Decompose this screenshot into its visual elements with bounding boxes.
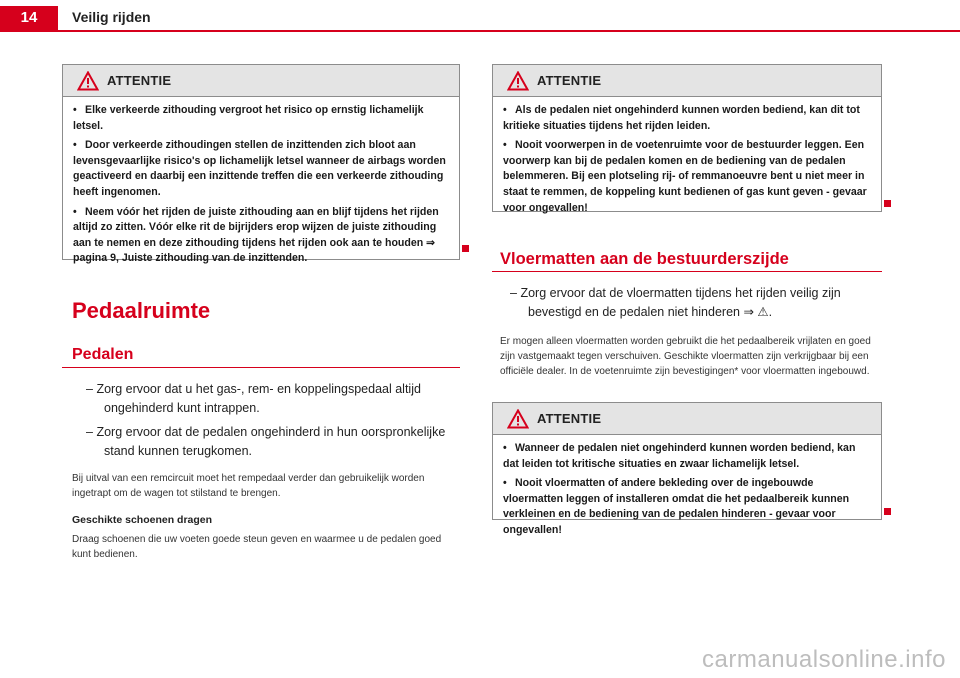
warning-triangle-icon — [507, 71, 529, 91]
page-number: 14 — [0, 6, 58, 30]
warning-item: • Als de pedalen niet ongehinderd kunnen worden bediend, kan dit tot kritieke situaties tijdens het rijden leiden. — [503, 104, 860, 132]
header-rule — [0, 30, 960, 32]
warning-body — [493, 435, 881, 549]
subsection-rule — [62, 367, 460, 368]
warning-label: ATTENTIE — [537, 73, 602, 88]
warning-triangle-icon — [77, 71, 99, 91]
warning-label: ATTENTIE — [107, 73, 172, 88]
warning-item: • Nooit voorwerpen in de voetenruimte voor de bestuurder leggen. Een voorwerp kan bij de pedalen komen en de bediening van de pedalen belemmeren. Bij een plotseling rij- of remmanoeuvre bent u niet meer in staat te remmen, de koppeling kunt bedienen of gas kunt geven - gevaar voor ongevallen! — [503, 139, 867, 214]
warning-header — [63, 65, 459, 97]
warning-item: • Nooit vloermatten of andere bekleding over de ingebouwde vloermatten leggen of installeren omdat die het pedaalbereik kunnen verkleinen en de bediening van de pedalen hinderen - gevaar voor ongevallen! — [503, 477, 850, 536]
warning-item: • Door verkeerde zithoudingen stellen de inzittenden zich bloot aan levensgevaarlijke risico's op lichamelijk letsel wanneer de airbags worden geactiveerd en daarbij een inzittende treffen die een verkeerde zithouding heeft ingenomen. — [73, 139, 446, 198]
left-warning-box — [62, 64, 460, 265]
section-rule — [492, 271, 882, 272]
right-warning-box-1 — [492, 64, 882, 212]
floormat-text: Er mogen alleen vloermatten worden gebruikt die het pedaalbereik vrijlaten en goed zijn vastgemaakt tegen verschuiven. Geschikte vloermatten zijn verkrijgbaar bij een officiële dealer. In de voetenruimte zijn bevestigingen* voor vloermatten ingebouwd. — [500, 336, 871, 377]
warning-header — [493, 403, 881, 435]
warning-body — [63, 97, 459, 277]
warning-item: • Wanneer de pedalen niet ongehinderd kunnen worden bediend, kan dat leiden tot kritische situaties en zwaar lichamelijk letsel. — [503, 442, 856, 470]
running-title: Veilig rijden — [72, 9, 151, 25]
warning-triangle-icon — [507, 409, 529, 429]
end-marker — [884, 200, 891, 207]
warning-header — [493, 65, 881, 97]
subsection-title-pedalen: Pedalen — [72, 346, 134, 363]
pedal-bullet: – Zorg ervoor dat u het gas-, rem- en koppelingspedaal altijd ongehinderd kunt intrappen. — [86, 382, 421, 415]
section-title-vloermatten: Vloermatten aan de bestuurderszijde — [500, 250, 789, 268]
watermark: carmanualsonline.info — [702, 646, 946, 673]
end-marker — [884, 508, 891, 515]
shoes-heading: Geschikte schoenen dragen — [72, 514, 213, 526]
section-title-pedaalruimte: Pedaalruimte — [72, 298, 211, 323]
warning-label: ATTENTIE — [537, 411, 602, 426]
warning-item: • Elke verkeerde zithouding vergroot het risico op ernstig lichamelijk letsel. — [73, 104, 424, 132]
floormat-bullet: – Zorg ervoor dat de vloermatten tijdens het rijden veilig zijn bevestigd en de pedalen niet hinderen ⇒ ⚠. — [510, 286, 841, 319]
pedal-bullet: – Zorg ervoor dat de pedalen ongehinderd in hun oorspronkelijke stand kunnen terugkomen. — [86, 425, 446, 458]
right-warning-box-2 — [492, 402, 882, 536]
warning-item: • Neem vóór het rijden de juiste zithouding aan en blijf tijdens het rijden altijd zo zitten. Vóór elke rit de bijrijders erop wijzen de juiste zithouding aan te nemen en deze zithouding tijdens het rijden ook aan te houden ⇒ pagina 9, Juiste zithouding van de inzittenden. — [73, 205, 439, 265]
warning-body — [493, 97, 881, 226]
brake-note: Bij uitval van een remcircuit moet het rempedaal verder dan gebruikelijk worden ingetrapt om de wagen tot stilstand te brengen. — [72, 473, 425, 499]
shoes-text: Draag schoenen die uw voeten goede steun geven en waarmee u de pedalen goed kunt bedienen. — [72, 534, 442, 560]
end-marker — [462, 245, 469, 252]
